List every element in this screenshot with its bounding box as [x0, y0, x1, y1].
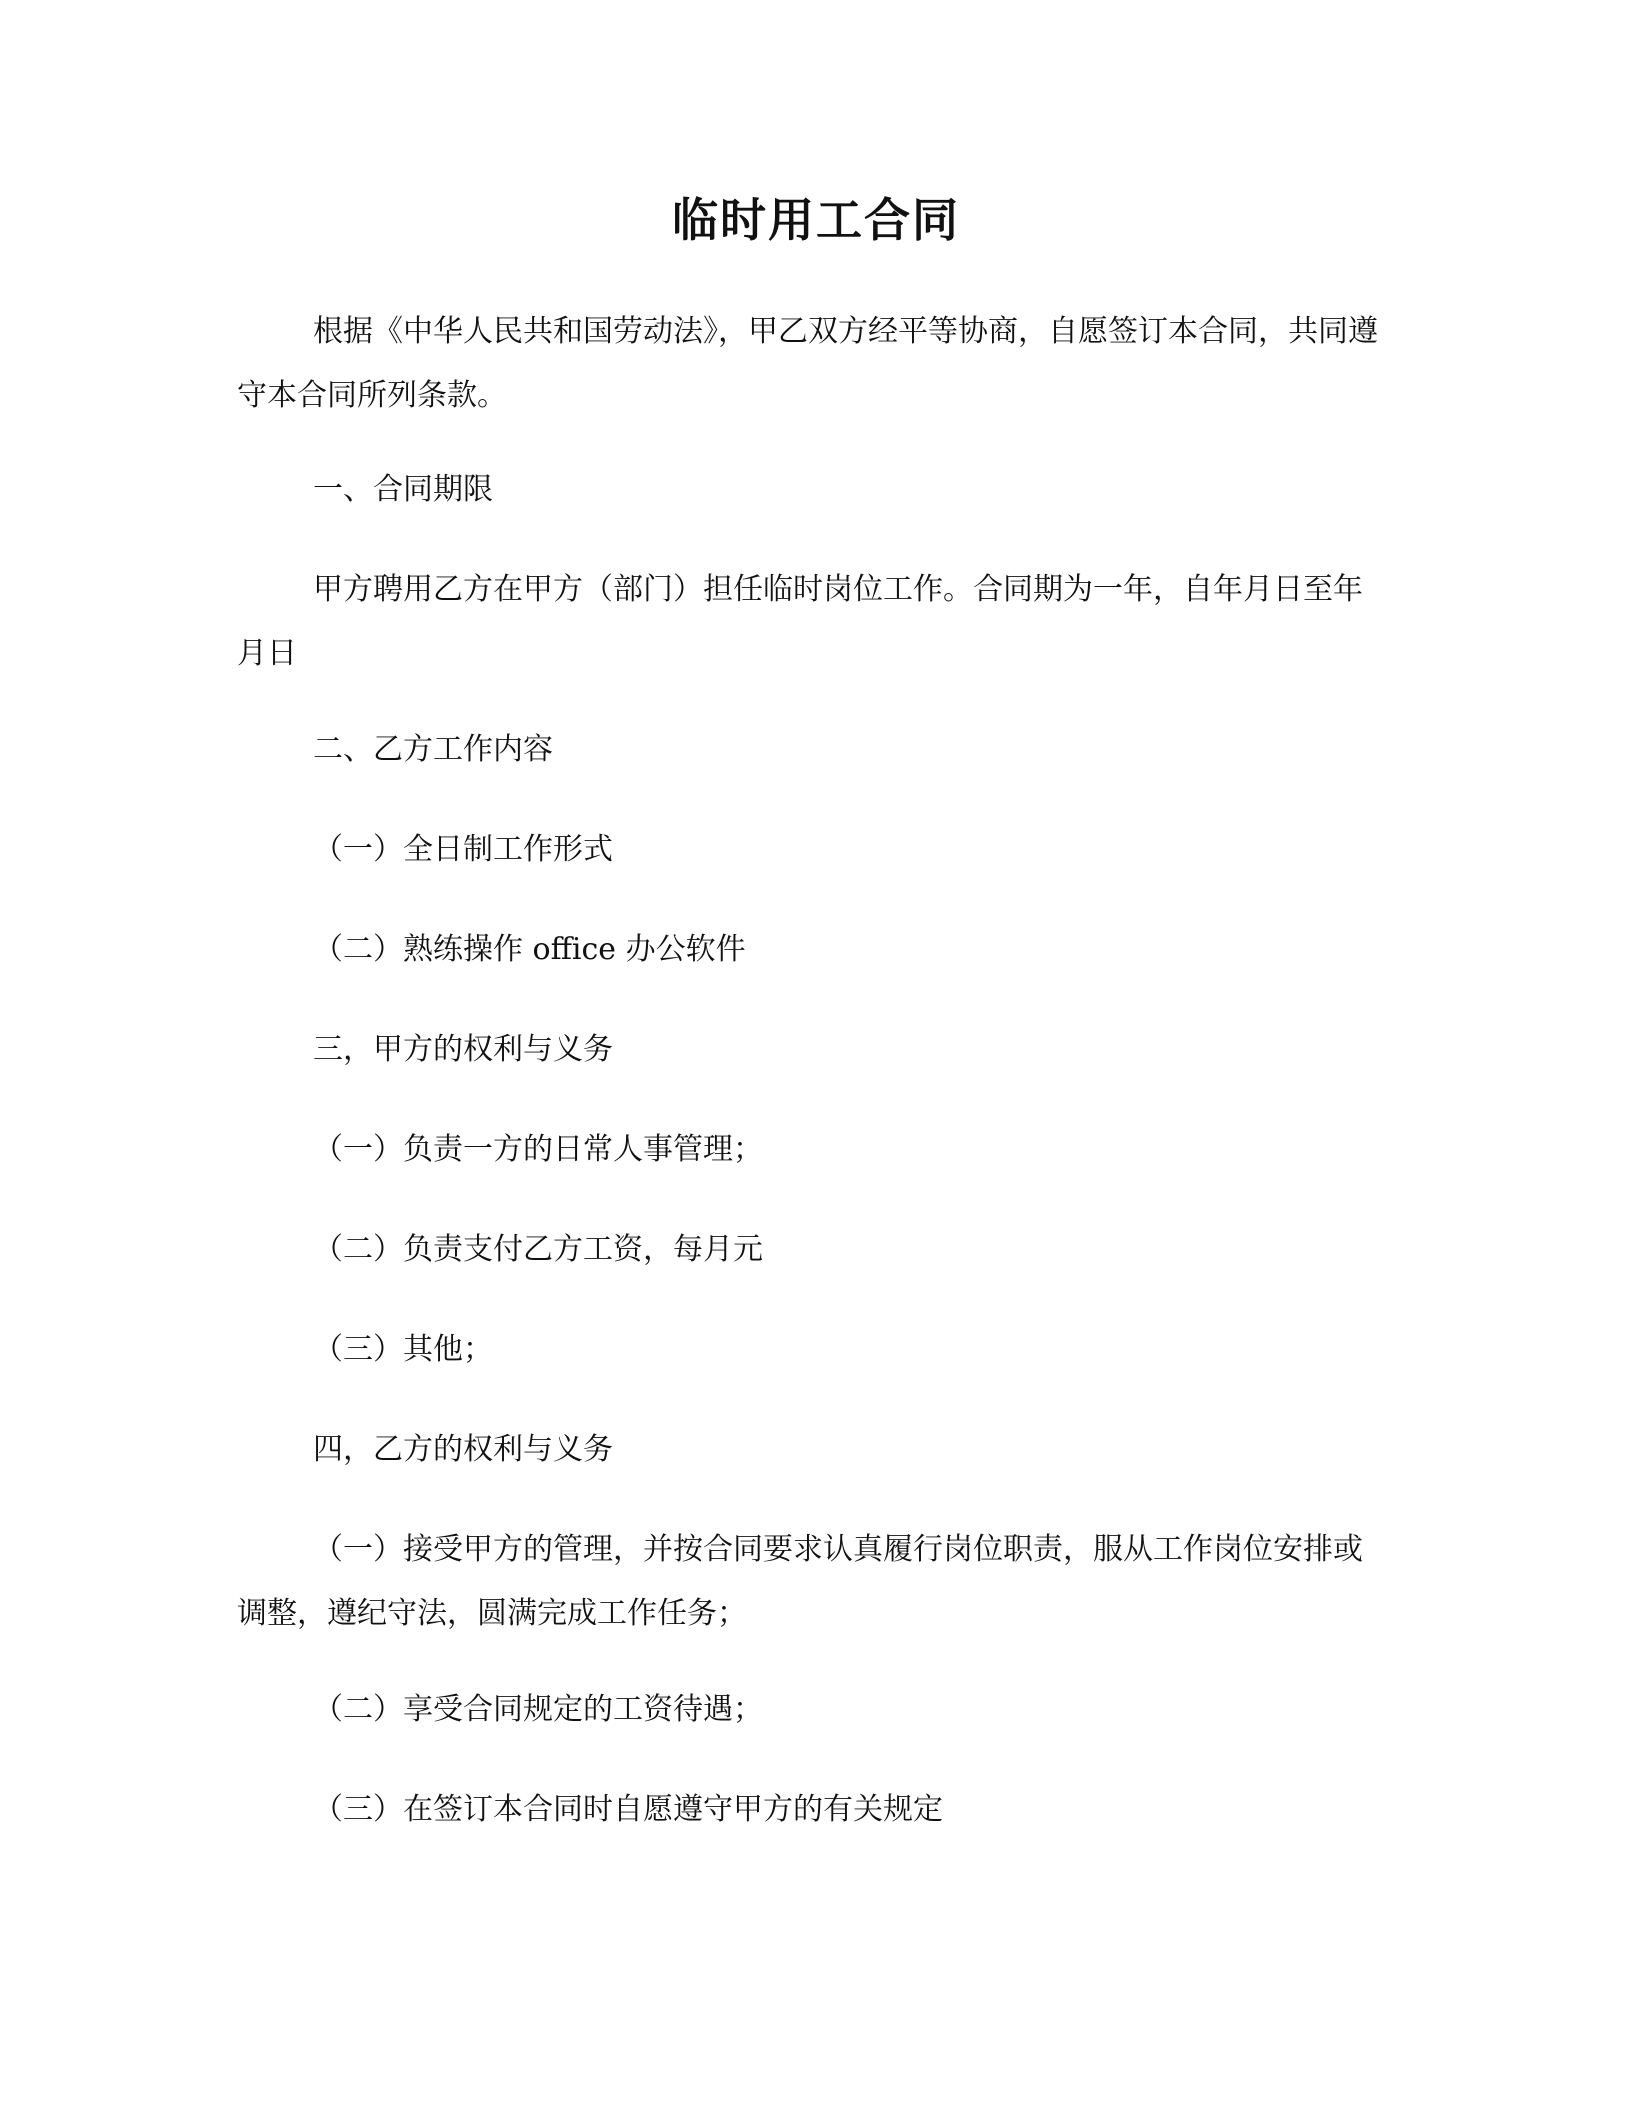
section-heading-party-a: 三，甲方的权利与义务	[313, 1032, 613, 1067]
section-heading-term: 一、合同期限	[313, 472, 493, 507]
party-a-item-2: （二）负责支付乙方工资，每月元	[313, 1232, 763, 1267]
section-heading-party-b: 四，乙方的权利与义务	[313, 1432, 613, 1467]
work-content-item-1: （一）全日制工作形式	[313, 832, 613, 867]
term-paragraph: 甲方聘用乙方在甲方（部门）担任临时岗位工作。合同期为一年，自年月日至年月日	[237, 572, 1363, 671]
party-b-item-2: （二）享受合同规定的工资待遇；	[313, 1692, 763, 1727]
document-title: 临时用工合同	[672, 193, 960, 247]
party-a-item-1: （一）负责一方的日常人事管理；	[313, 1132, 763, 1167]
section-heading-work-content: 二、乙方工作内容	[313, 732, 553, 767]
work-content-item-2: （二）熟练操作 office 办公软件	[313, 932, 746, 967]
party-a-item-3: （三）其他；	[313, 1332, 493, 1367]
party-b-item-1: （一）接受甲方的管理，并按合同要求认真履行岗位职责，服从工作岗位安排或调整，遵纪守法，圆满完成工作任务；	[237, 1532, 1363, 1631]
intro-paragraph: 根据《中华人民共和国劳动法》，甲乙双方经平等协商，自愿签订本合同，共同遵守本合同所列条款。	[237, 314, 1378, 413]
party-b-item-3: （三）在签订本合同时自愿遵守甲方的有关规定	[313, 1792, 943, 1827]
